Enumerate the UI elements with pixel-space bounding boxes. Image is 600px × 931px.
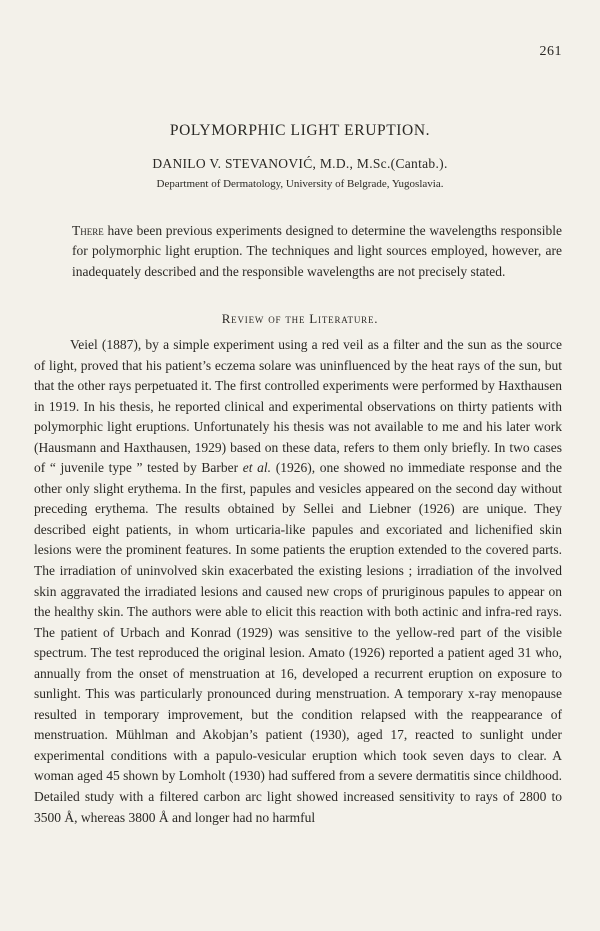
- section-heading: Review of the Literature.: [221, 311, 379, 326]
- body-text-part-1: Veiel (1887), by a simple experiment using a red veil as a filter and the sun as the source of light, proved that his patient’s eczema solare was uninfluenced by the heat rays of the sun, but that the other rays perpetuated it. The first controlled experiments were performed by Haxthausen in 1919. In his thesis, he reported clinical and experimental observations on thirty patients with polymorphic light eruptions. Unfortunately his thesis was not available to me and his later work (Hausmann and Haxthausen, 1929) based on these data, refers to them only briefly. In two cases of “ juvenile type ” tested by Barber: [34, 337, 562, 476]
- page-number: 261: [539, 44, 562, 59]
- intro-text: have been previous experiments designed to determine the wavelengths responsible for polymorphic light eruption. The techniques and light sources employed, however, are inadequately described and the responsible wavelengths are not precisely stated.: [72, 222, 562, 279]
- article-title: POLYMORPHIC LIGHT ERUPTION.: [169, 122, 431, 139]
- body-paragraph: [34, 335, 562, 828]
- author-line: DANILO V. STEVANOVIĆ, M.D., M.Sc.(Cantab.).: [152, 156, 448, 171]
- intro-paragraph: [72, 221, 562, 283]
- body-text-part-2: (1926), one showed no immediate response and the other only slight erythema. In the first, papules and vesicles appeared on the second day without preceding erythema. The results obtained by Sellei and Liebner (1926) are unique. They described eight patients, in whom urticaria-like papules and excoriated and lichenified skin lesions were the prominent features. In some patients the eruption extended to the covered parts. The irradiation of uninvolved skin exacerbated the existing lesions ; irradiation of the involved skin aggravated the irradiated lesions and caused new crops of pruriginous papules to appear on the healthy skin. The authors were able to elicit this reaction with both actinic and infra-red rays. The patient of Urbach and Konrad (1929) was sensitive to the yellow-red part of the visible spectrum. The test reproduced the original lesion. Amato (1926) reported a patient aged 31 who, annually from the onset of menstruation at 16, developed a recurrent eruption on exposure to sunlight. This was particularly pronounced during menstruation. A temporary x-ray menopause resulted in temporary improvement, but the condition relapsed with the reappearance of menstruation. Mühlman and Akobjan’s patient (1930), aged 17, reacted to sunlight under experimental conditions with a papulo-vesicular eruption which took seven days to clear. A woman aged 45 shown by Lomholt (1930) had suffered from a severe dermatitis since childhood. Detailed study with a filtered carbon arc light showed increased sensitivity to rays of 2800 to 3500 Å, whereas 3800 Å and longer had no harmful: [34, 460, 562, 825]
- body-text-et-al: et al.: [242, 460, 272, 476]
- intro-lead-word: There: [72, 222, 104, 238]
- affiliation-line: Department of Dermatology, University of Belgrade, Yugoslavia.: [156, 178, 444, 190]
